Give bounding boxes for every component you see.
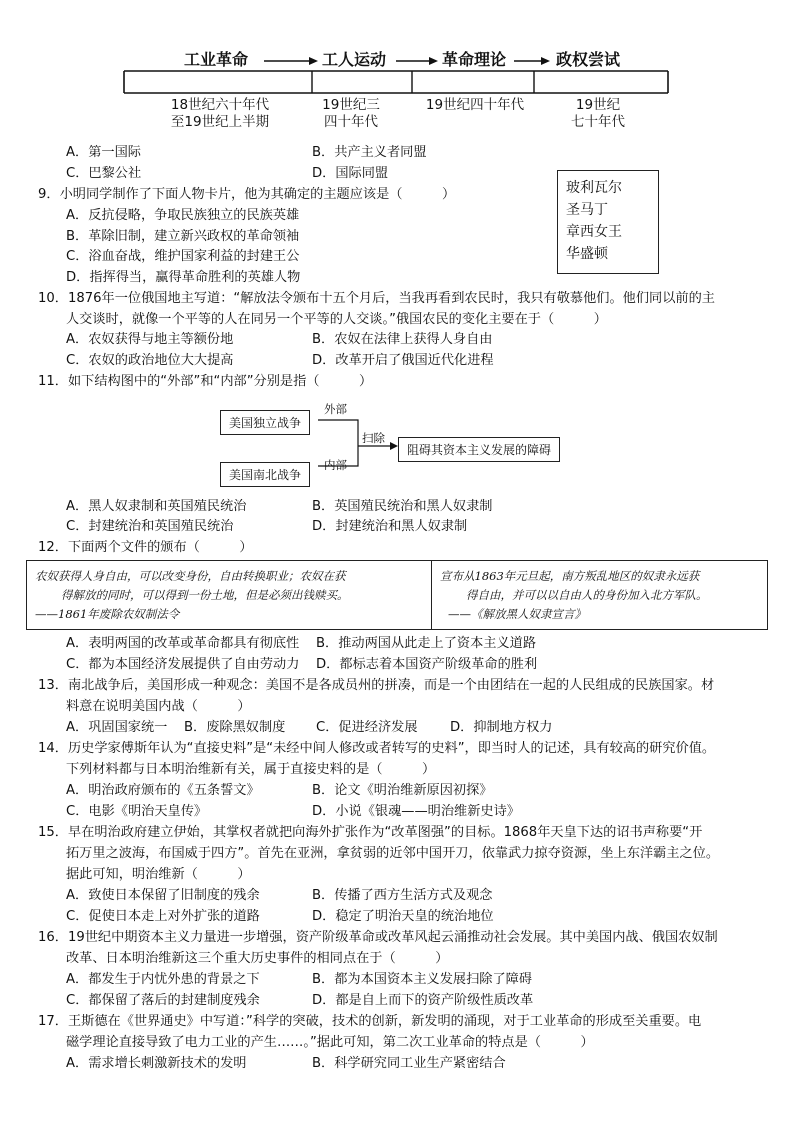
q11-label-clear: 扫除 bbox=[362, 431, 385, 445]
q16-stem: 16．19世纪中期资本主义力量进一步增强，资产阶级革命或改革风起云涌推动社会发展。其中美国内战、俄国农奴制 bbox=[38, 930, 718, 945]
q17-option-a[interactable]: A．需求增长刺激新技术的发明 bbox=[66, 1056, 247, 1071]
q12-documents-table bbox=[26, 560, 768, 630]
q15-stem: 15．早在明治政府建立伊始，其掌权者就把向海外扩张作为“改革图强”的目标。1868年天皇下达的诏书声称要“开 bbox=[38, 825, 703, 840]
q12-option-a[interactable]: A．表明两国的改革或革命都具有彻底性 bbox=[66, 636, 300, 651]
timeline-stage-1: 工业革命 bbox=[184, 50, 249, 69]
q15-option-b[interactable]: B．传播了西方生活方式及观念 bbox=[312, 888, 493, 903]
q11-label-outer: 外部 bbox=[324, 402, 347, 416]
card-name: 章西女王 bbox=[566, 224, 622, 240]
q10-option-a[interactable]: A．农奴获得与地主等额份地 bbox=[66, 332, 234, 347]
q15-stem: 据此可知，明治维新（ ） bbox=[66, 867, 251, 882]
q11-option-c[interactable]: C．封建统治和英国殖民统治 bbox=[66, 519, 234, 534]
q11-label-inner: 内部 bbox=[324, 458, 347, 472]
q9-stem: 9．小明同学制作了下面人物卡片，他为其确定的主题应该是（ ） bbox=[38, 187, 456, 202]
q11-structure-lines bbox=[0, 400, 794, 500]
card-name: 玻利瓦尔 bbox=[566, 180, 622, 196]
timeline-date-2: 19世纪三 四十年代 bbox=[322, 97, 380, 130]
card-name: 华盛顿 bbox=[566, 246, 608, 262]
q8-option-d[interactable]: D．国际同盟 bbox=[312, 166, 389, 181]
q9-option-b[interactable]: B．革除旧制，建立新兴政权的革命领袖 bbox=[66, 229, 300, 244]
q12-option-d[interactable]: D．都标志着本国资产阶级革命的胜利 bbox=[316, 657, 538, 672]
q13-stem: 13．南北战争后，美国形成一种观念：美国不是各成员州的拼凑，而是一个由团结在一起的人民组成的民族国家。材 bbox=[38, 678, 715, 693]
timeline-stage-3: 革命理论 bbox=[442, 50, 507, 69]
timeline-date-1: 18世纪六十年代 至19世纪上半期 bbox=[170, 97, 270, 130]
q15-option-d[interactable]: D．稳定了明治天皇的统治地位 bbox=[312, 909, 494, 924]
q14-option-d[interactable]: D．小说《银魂——明治维新史诗》 bbox=[312, 804, 520, 819]
q16-stem: 改革、日本明治维新这三个重大历史事件的相同点在于（ ） bbox=[66, 951, 449, 966]
q14-option-b[interactable]: B．论文《明治维新原因初探》 bbox=[312, 783, 493, 798]
timeline-lines bbox=[0, 0, 794, 110]
q9-option-c[interactable]: C．浴血奋战，维护国家利益的封建王公 bbox=[66, 249, 300, 264]
q11-stem: 11．如下结构图中的“外部”和“内部”分别是指（ ） bbox=[38, 374, 373, 389]
q17-stem: 17．王斯德在《世界通史》中写道：”科学的突破，技术的创新，新发明的涌现，对于工业革命的形成至关重要。电 bbox=[38, 1014, 702, 1029]
q11-node-result: 阻碍其资本主义发展的障碍 bbox=[398, 437, 560, 462]
q15-option-c[interactable]: C．促使日本走上对外扩张的道路 bbox=[66, 909, 260, 924]
q13-option-a[interactable]: A．巩固国家统一 bbox=[66, 720, 168, 735]
timeline-stage-4: 政权尝试 bbox=[556, 50, 621, 69]
q14-option-a[interactable]: A．明治政府颁布的《五条誓文》 bbox=[66, 783, 260, 798]
timeline-date-3: 19世纪四十年代 bbox=[425, 97, 525, 113]
q10-stem: 人交谈时，就像一个平等的人在同另一个平等的人交谈。”俄国农民的变化主要在于（ ） bbox=[66, 312, 607, 327]
timeline-stage-2: 工人运动 bbox=[322, 50, 387, 69]
q16-option-d[interactable]: D．都是自上而下的资产阶级性质改革 bbox=[312, 993, 534, 1008]
q8-option-c[interactable]: C．巴黎公社 bbox=[66, 166, 142, 181]
q10-stem: 10．1876年一位俄国地主写道：“解放法令颁布十五个月后，当我再看到农民时，我只有敬慕他们。他们同以前的主 bbox=[38, 291, 715, 306]
q17-option-b[interactable]: B．科学研究同工业生产紧密结合 bbox=[312, 1056, 506, 1071]
q10-option-c[interactable]: C．农奴的政治地位大大提高 bbox=[66, 353, 234, 368]
q13-stem: 料意在说明美国内战（ ） bbox=[66, 699, 251, 714]
q11-option-b[interactable]: B．英国殖民统治和黑人奴隶制 bbox=[312, 499, 493, 514]
q14-option-c[interactable]: C．电影《明治天皇传》 bbox=[66, 804, 208, 819]
q13-option-c[interactable]: C．促进经济发展 bbox=[316, 720, 418, 735]
q10-option-d[interactable]: D．改革开启了俄国近代化进程 bbox=[312, 353, 494, 368]
q15-stem: 拓万里之波海，布国威于四方”。首先在亚洲，拿贫弱的近邻中国开刀，依靠武力掠夺资源，坐上东洋霸主之位。 bbox=[66, 846, 720, 861]
q11-option-a[interactable]: A．黑人奴隶制和英国殖民统治 bbox=[66, 499, 247, 514]
q13-option-d[interactable]: D．抑制地方权力 bbox=[450, 720, 553, 735]
q9-option-a[interactable]: A．反抗侵略，争取民族独立的民族英雄 bbox=[66, 208, 300, 223]
q14-stem: 下列材料都与日本明治维新有关，属于直接史料的是（ ） bbox=[66, 762, 436, 777]
q8-option-a[interactable]: A．第一国际 bbox=[66, 145, 141, 160]
q11-option-d[interactable]: D．封建统治和黑人奴隶制 bbox=[312, 519, 468, 534]
q16-option-a[interactable]: A．都发生于内忧外患的背景之下 bbox=[66, 972, 260, 987]
q9-option-d[interactable]: D．指挥得当，赢得革命胜利的英雄人物 bbox=[66, 270, 301, 285]
card-name: 圣马丁 bbox=[566, 202, 608, 218]
q12-option-c[interactable]: C．都为本国经济发展提供了自由劳动力 bbox=[66, 657, 300, 672]
q12-doc-serf-decree: 农奴获得人身自由，可以改变身份，自由转换职业；农奴在获 得解放的同时，可以得到一份土地，但是必须出钱赎买。 ——1861年废除农奴制法令 bbox=[27, 561, 432, 629]
q12-stem: 12．下面两个文件的颁布（ ） bbox=[38, 540, 253, 555]
q14-stem: 14．历史学家傅斯年认为“直接史料”是“未经中间人修改或者转写的史料”，即当时人的记述，具有较高的研究价值。 bbox=[38, 741, 716, 756]
q16-option-c[interactable]: C．都保留了落后的封建制度残余 bbox=[66, 993, 260, 1008]
q12-option-b[interactable]: B．推动两国从此走上了资本主义道路 bbox=[316, 636, 537, 651]
q12-doc-emancipation-proclamation: 宣布从1863年元旦起，南方叛乱地区的奴隶永远获 得自由，并可以以自由人的身份加入北方军队。 ——《解放黑人奴隶宣言》 bbox=[440, 569, 708, 621]
q16-option-b[interactable]: B．都为本国资本主义发展扫除了障碍 bbox=[312, 972, 533, 987]
q13-option-b[interactable]: B．废除黑奴制度 bbox=[184, 720, 286, 735]
q15-option-a[interactable]: A．致使日本保留了旧制度的残余 bbox=[66, 888, 260, 903]
q8-option-b[interactable]: B．共产主义者同盟 bbox=[312, 145, 427, 160]
q17-stem: 磁学理论直接导致了电力工业的产生……。”据此可知，第二次工业革命的特点是（ ） bbox=[66, 1035, 594, 1050]
q10-option-b[interactable]: B．农奴在法律上获得人身自由 bbox=[312, 332, 493, 347]
timeline-date-4: 19世纪 七十年代 bbox=[571, 97, 625, 130]
person-card bbox=[557, 170, 659, 274]
q11-node-war-independence: 美国独立战争 bbox=[220, 410, 310, 435]
q11-node-civil-war: 美国南北战争 bbox=[220, 462, 310, 487]
